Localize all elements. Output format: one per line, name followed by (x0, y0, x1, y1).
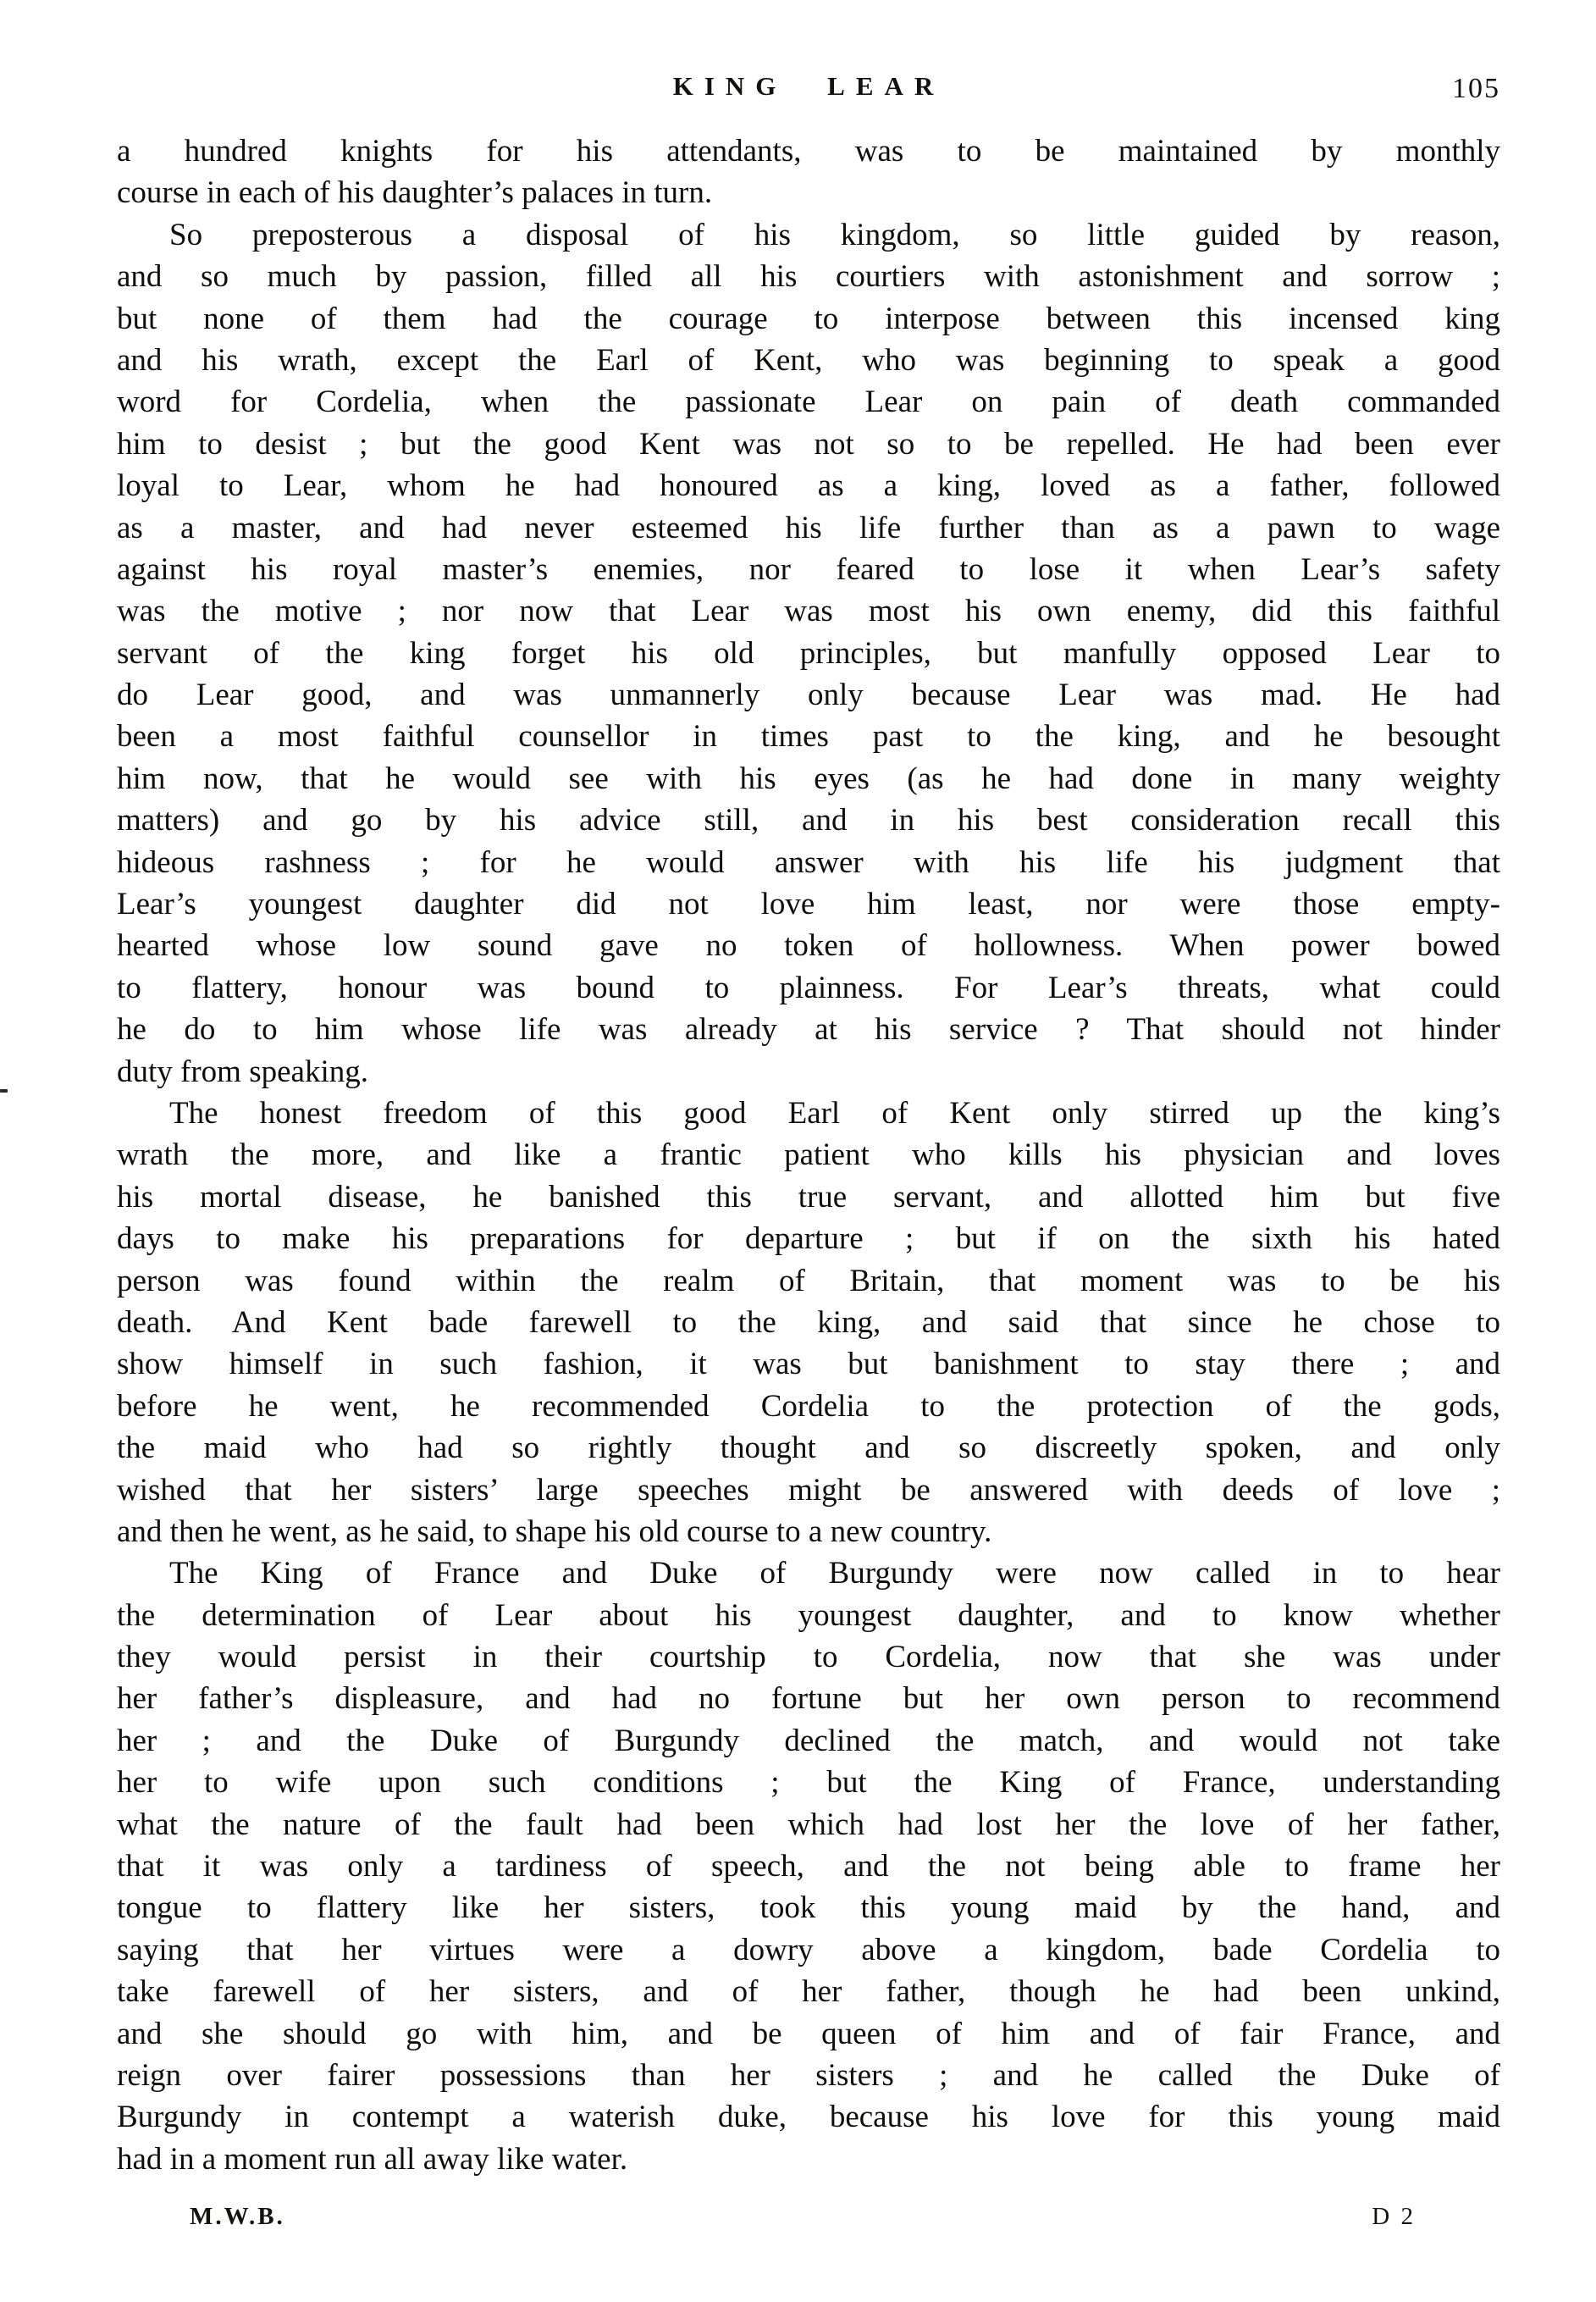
text-line: been a most faithful counsellor in times past to the king, and he besought (117, 719, 1500, 755)
running-title: KING LEAR (672, 71, 945, 101)
text-line: wished that her sisters’ large speeches might be answered with deeds of love ; (117, 1472, 1500, 1508)
text-line: had in a moment run all away like water. (117, 2141, 628, 2177)
text-line: and then he went, as he said, to shape his old course to a new country. (117, 1513, 992, 1549)
text-line: him to desist ; but the good Kent was not so to be repelled. He had been ever (117, 426, 1500, 462)
paragraph (117, 1552, 1500, 2180)
text-line: the determination of Lear about his youngest daughter, and to know whether (117, 1597, 1500, 1633)
text-line: as a master, and had never esteemed his life further than as a pawn to wage (117, 510, 1500, 545)
text-line: duty from speaking. (117, 1054, 368, 1089)
scan-artifact-dash (0, 1089, 8, 1093)
text-line: but none of them had the courage to interpose between this incensed king (117, 301, 1500, 336)
text-line: that it was only a tardiness of speech, and the not being able to frame her (117, 1849, 1500, 1884)
text-line: show himself in such fashion, it was but banishment to stay there ; and (117, 1347, 1500, 1382)
text-line: days to make his preparations for departure ; but if on the sixth his hated (117, 1221, 1500, 1257)
text-line: The King of France and Duke of Burgundy were now called in to hear (169, 1556, 1500, 1591)
text-line: person was found within the realm of Britain, that moment was to be his (117, 1263, 1500, 1298)
text-line: The honest freedom of this good Earl of Kent only stirred up the king’s (169, 1095, 1500, 1131)
text-line: what the nature of the fault had been which had lost her the love of her father, (117, 1807, 1500, 1842)
page-header (117, 71, 1500, 108)
text-line: and she should go with him, and be queen of him and of fair France, and (117, 2016, 1500, 2051)
text-line: the maid who had so rightly thought and so discreetly spoken, and only (117, 1430, 1500, 1466)
text-line: he do to him whose life was already at his service ? That should not hinder (117, 1012, 1500, 1048)
text-line: hideous rashness ; for he would answer with his life his judgment that (117, 844, 1500, 880)
text-line: Burgundy in contempt a waterish duke, because his love for this young maid (117, 2100, 1500, 2135)
text-line: to flattery, honour was bound to plainness. For Lear’s threats, what could (117, 970, 1500, 1005)
text-line: him now, that he would see with his eyes (as he had done in many weighty (117, 761, 1500, 796)
text-line: her ; and the Duke of Burgundy declined the match, and would not take (117, 1723, 1500, 1758)
page-number: 105 (1452, 73, 1500, 104)
text-line: her to wife upon such conditions ; but the King of France, understanding (117, 1765, 1500, 1801)
text-line: saying that her virtues were a dowry above a kingdom, bade Cordelia to (117, 1932, 1500, 1967)
text-line: they would persist in their courtship to Cordelia, now that she was under (117, 1640, 1500, 1675)
paragraph (117, 1093, 1500, 1552)
text-line: reign over fairer possessions than her sisters ; and he called the Duke of (117, 2057, 1500, 2093)
text-block (117, 130, 1500, 2180)
text-line: do Lear good, and was unmannerly only because Lear was mad. He had (117, 678, 1500, 713)
text-line: course in each of his daughter’s palaces in turn. (117, 175, 713, 211)
text-line: before he went, he recommended Cordelia to the protection of the gods, (117, 1388, 1500, 1424)
signature-mark: D 2 (1372, 2203, 1416, 2230)
text-line: take farewell of her sisters, and of her father, though he had been unkind, (117, 1974, 1500, 2010)
text-line: matters) and go by his advice still, and in his best consideration recall this (117, 803, 1500, 838)
text-line: her father’s displeasure, and had no fortune but her own person to recommend (117, 1681, 1500, 1717)
text-line: a hundred knights for his attendants, was to be maintained by monthly (117, 134, 1500, 169)
text-line: tongue to flattery like her sisters, took this young maid by the hand, and (117, 1890, 1500, 1926)
text-line: hearted whose low sound gave no token of hollowness. When power bowed (117, 928, 1500, 964)
paragraph (117, 130, 1500, 214)
text-line: servant of the king forget his old principles, but manfully opposed Lear to (117, 635, 1500, 671)
text-line: loyal to Lear, whom he had honoured as a king, loved as a father, followed (117, 468, 1500, 504)
paragraph (117, 214, 1500, 1093)
author-initials: M.W.B. (190, 2203, 285, 2230)
text-line: death. And Kent bade farewell to the king, and said that since he chose to (117, 1304, 1500, 1340)
text-line: So preposterous a disposal of his kingdom, so little guided by reason, (169, 217, 1500, 252)
text-line: and so much by passion, filled all his courtiers with astonishment and sorrow ; (117, 259, 1500, 295)
text-line: wrath the more, and like a frantic patient who kills his physician and loves (117, 1137, 1500, 1173)
text-line: word for Cordelia, when the passionate Lear on pain of death commanded (117, 385, 1500, 420)
text-line: Lear’s youngest daughter did not love him least, nor were those empty- (117, 887, 1500, 922)
page-footer (117, 2203, 1500, 2237)
text-line: was the motive ; nor now that Lear was most his own enemy, did this faithful (117, 594, 1500, 629)
text-line: against his royal master’s enemies, nor feared to lose it when Lear’s safety (117, 551, 1500, 587)
text-line: his mortal disease, he banished this true servant, and allotted him but five (117, 1179, 1500, 1215)
text-line: and his wrath, except the Earl of Kent, who was beginning to speak a good (117, 342, 1500, 378)
